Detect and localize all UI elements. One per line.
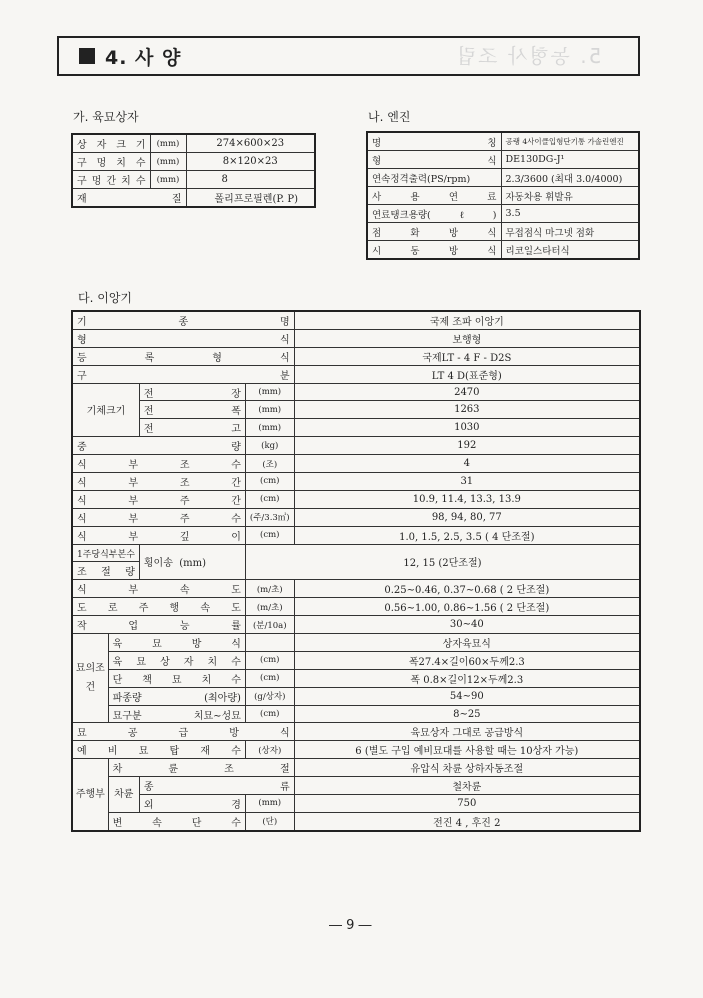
table-cell: (mm) (245, 795, 294, 813)
table-cell: 192 (294, 437, 640, 455)
table-cell: 전 장 (139, 383, 245, 401)
table-cell: 종 류 (139, 777, 294, 795)
seedling-box-heading: 가. 육묘상자 (73, 110, 139, 124)
table-cell: 연속정격출력(PS/rpm) (367, 169, 501, 187)
table-cell: 274×600×23 (186, 134, 315, 153)
square-bullet-icon (79, 48, 95, 64)
table-row (72, 401, 640, 419)
table-row (72, 580, 640, 598)
table-cell: 시 동 방 식 (367, 241, 501, 260)
table-cell: (cm) (245, 669, 294, 687)
table-row (72, 669, 640, 687)
table-cell: (mm) (245, 419, 294, 437)
table-cell: (m/초) (245, 598, 294, 616)
table-cell: (mm) (150, 134, 186, 153)
table-cell: 묘의조건 (72, 634, 108, 723)
table-row (72, 777, 640, 795)
table-cell: 형 식 (72, 329, 294, 347)
table-cell: 전진 4 , 후진 2 (294, 812, 640, 830)
table-cell: (m/초) (245, 580, 294, 598)
table-row (367, 132, 639, 151)
table-cell: 8 (186, 171, 315, 189)
table-cell: 54∼90 (294, 687, 640, 705)
table-row (72, 437, 640, 455)
table-cell: 단 책 묘 치 수 (108, 669, 245, 687)
feed-unit: (mm) (179, 558, 207, 570)
engine-heading: 나. 엔진 (368, 110, 411, 124)
table-cell: 차 륜 조 절 (108, 759, 294, 777)
table-row (72, 634, 640, 652)
table-cell: 국제LT - 4 F - D2S (294, 347, 640, 365)
seedling-box-table (71, 133, 316, 208)
table-row (72, 311, 640, 329)
table-cell: 변 속 단 수 (108, 812, 245, 830)
table-cell: 연료탱크용량(ℓ) (367, 205, 501, 223)
table-cell: 30∼40 (294, 616, 640, 634)
table-row (72, 544, 640, 562)
table-cell: 식 부 속 도 (72, 580, 245, 598)
table-row (72, 795, 640, 813)
table-cell: 전 폭 (139, 401, 245, 419)
table-cell: 묘구분 치묘∼성묘 (108, 705, 245, 723)
table-row (72, 687, 640, 705)
table-cell: 식 부 조 간 (72, 473, 245, 491)
table-row (72, 598, 640, 616)
table-row (367, 241, 639, 260)
table-cell: 0.56∼1.00, 0.86∼1.56 ( 2 단조절) (294, 598, 640, 616)
table-cell: 외 경 (139, 795, 245, 813)
table-cell: 3.5 (501, 205, 639, 223)
table-cell: 구 멍 간 치 수 (72, 171, 150, 189)
table-cell: 차륜 (108, 777, 139, 813)
table-row (367, 169, 639, 187)
table-cell: 1.0, 1.5, 2.5, 3.5 ( 4 단조절) (294, 526, 640, 544)
table-row (72, 651, 640, 669)
table-cell: 2.3/3600 (최대 3.0/4000) (501, 169, 639, 187)
table-cell: 31 (294, 473, 640, 491)
engine-table (366, 131, 640, 260)
table-cell: 국제 조파 이앙기 (294, 311, 640, 329)
table-cell: 기체크기 (72, 383, 139, 437)
table-row (72, 383, 640, 401)
table-cell: 조 절 량 (72, 562, 139, 580)
table-cell: 8×120×23 (186, 153, 315, 171)
table-row (72, 741, 640, 759)
table-cell: 폭 0.8×길이12×두께2.3 (294, 669, 640, 687)
table-cell: (cm) (245, 651, 294, 669)
page-title: 4. 사 양 (105, 46, 182, 69)
table-cell: 구 멍 치 수 (72, 153, 150, 171)
table-row (72, 759, 640, 777)
table-cell: 무접점식 마그넷 점화 (501, 223, 639, 241)
table-cell: (단) (245, 812, 294, 830)
table-cell: 육 묘 상 자 치 수 (108, 651, 245, 669)
table-cell: 점 화 방 식 (367, 223, 501, 241)
table-cell: 10.9, 11.4, 13.3, 13.9 (294, 490, 640, 508)
table-cell: 리코일스타터식 (501, 241, 639, 260)
table-row (72, 473, 640, 491)
table-row (72, 812, 640, 830)
table-cell: (주/3.3㎡) (245, 508, 294, 526)
table-cell: 12, 15 (2단조절) (245, 544, 640, 580)
table-cell: 재 질 (72, 189, 186, 208)
table-row (72, 455, 640, 473)
bleed-through-text: 5. 농형사 조립 (455, 44, 602, 68)
table-cell: 보행형 (294, 329, 640, 347)
table-cell: (mm) (150, 153, 186, 171)
table-cell: (mm) (245, 383, 294, 401)
table-cell: 중 량 (72, 437, 245, 455)
table-row (72, 329, 640, 347)
page-number: ― 9 ― (329, 918, 372, 933)
table-row (72, 419, 640, 437)
table-row (72, 705, 640, 723)
table-cell: 유압식 차륜 상하자동조절 (294, 759, 640, 777)
table-row (72, 365, 640, 383)
table-cell: (상자) (245, 741, 294, 759)
table-cell: 폭27.4×길이60×두께2.3 (294, 651, 640, 669)
table-row (367, 223, 639, 241)
table-row (72, 508, 640, 526)
table-cell: 4 (294, 455, 640, 473)
table-cell: 98, 94, 80, 77 (294, 508, 640, 526)
table-cell: 0.25∼0.46, 0.37∼0.68 ( 2 단조절) (294, 580, 640, 598)
table-cell: 예 비 묘 탑 재 수 (72, 741, 245, 759)
feed-side-label: 횡이송 (143, 558, 173, 570)
table-cell: 식 부 주 수 (72, 508, 245, 526)
table-cell: (조) (245, 455, 294, 473)
table-cell: (cm) (245, 526, 294, 544)
table-cell: (cm) (245, 473, 294, 491)
section-header (57, 36, 640, 76)
table-cell: 자동차용 휘발유 (501, 187, 639, 205)
table-cell: 명 칭 (367, 132, 501, 151)
table-cell: 2470 (294, 383, 640, 401)
table-cell: 등 록 형 식 (72, 347, 294, 365)
table-cell (245, 634, 294, 652)
table-row (72, 490, 640, 508)
table-cell: 기 종 명 (72, 311, 294, 329)
table-row (367, 205, 639, 223)
table-cell: LT 4 D(표준형) (294, 365, 640, 383)
feed-sub-label (139, 544, 245, 580)
table-cell: 주행부 (72, 759, 108, 831)
table-cell: 1주당식부본수 (72, 544, 139, 562)
table-cell: 공랭 4사이클입형단기통 가솔린엔진 (501, 132, 639, 151)
table-row (367, 151, 639, 169)
table-cell: 구 분 (72, 365, 294, 383)
table-cell: 형 식 (367, 151, 501, 169)
table-cell: 상자육묘식 (294, 634, 640, 652)
table-cell: (분/10a) (245, 616, 294, 634)
table-cell: 1263 (294, 401, 640, 419)
table-cell: 1030 (294, 419, 640, 437)
table-cell: (mm) (245, 401, 294, 419)
table-cell: 철차륜 (294, 777, 640, 795)
table-row (367, 187, 639, 205)
table-cell: 750 (294, 795, 640, 813)
table-cell: 6 (별도 구입 예비묘대를 사용할 때는 10상자 가능) (294, 741, 640, 759)
table-cell: (kg) (245, 437, 294, 455)
table-cell: (cm) (245, 705, 294, 723)
table-row (72, 153, 315, 171)
transplanter-heading: 다. 이앙기 (78, 291, 132, 305)
table-cell: 묘 공 급 방 식 (72, 723, 294, 741)
table-row (72, 616, 640, 634)
table-row (72, 189, 315, 208)
table-cell: 상 자 크 기 (72, 134, 150, 153)
table-cell: 사 용 연 료 (367, 187, 501, 205)
table-cell: 8∼25 (294, 705, 640, 723)
table-cell: 작 업 능 률 (72, 616, 245, 634)
table-cell: 파종량 (최아량) (108, 687, 245, 705)
table-row (72, 526, 640, 544)
table-cell: 폴리프로필렌(P. P) (186, 189, 315, 208)
table-row (72, 723, 640, 741)
table-cell: 식 부 깊 이 (72, 526, 245, 544)
table-cell: 식 부 주 간 (72, 490, 245, 508)
table-cell: (mm) (150, 171, 186, 189)
table-cell: (cm) (245, 490, 294, 508)
table-cell: 도 로 주 행 속 도 (72, 598, 245, 616)
table-cell: 식 부 조 수 (72, 455, 245, 473)
table-cell: 육묘상자 그대로 공급방식 (294, 723, 640, 741)
table-row (72, 347, 640, 365)
table-cell: (g/상자) (245, 687, 294, 705)
table-cell: 육 묘 방 식 (108, 634, 245, 652)
table-cell: 전 고 (139, 419, 245, 437)
transplanter-table (71, 310, 641, 832)
table-row (72, 134, 315, 153)
table-cell: DE130DG-J¹ (501, 151, 639, 169)
table-row (72, 171, 315, 189)
